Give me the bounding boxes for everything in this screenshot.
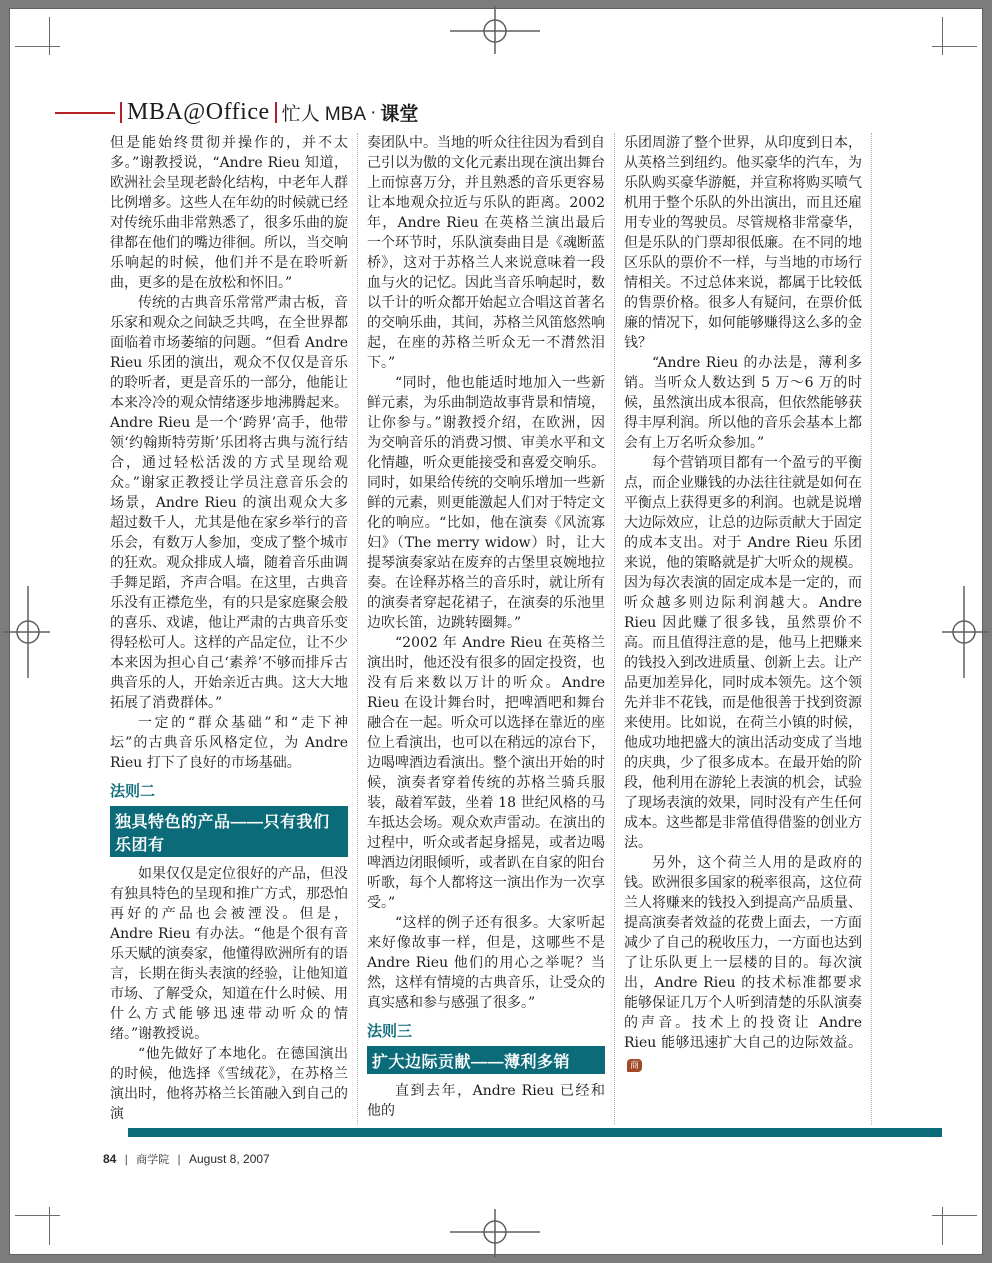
footer-separator: |: [177, 1152, 181, 1166]
footer-separator: |: [124, 1152, 128, 1166]
header-rule: [55, 112, 115, 114]
article-end-mark-icon: 商: [627, 1059, 642, 1072]
magazine-name: 商学院: [136, 1154, 170, 1166]
crop-mark: [49, 1207, 50, 1245]
paragraph: “这样的例子还有很多。大家听起来好像故事一样，但是，这哪些不是 Andre Rieu 他们的用心之举呢？当然，这样有情境的古典音乐，让受众的真实感和参与感强了很多。”: [367, 915, 605, 1011]
crop-mark: [15, 1215, 60, 1216]
column-section: 课堂: [380, 104, 419, 125]
paragraph: “他先做好了本地化。在德国演出的时候，他选择《雪绒花》，在苏格兰演出时，他将苏格兰长笛融入到自己的演: [110, 1046, 348, 1122]
dot-separator: ·: [370, 101, 377, 123]
text-column-1: [110, 133, 358, 1125]
page-number: 84: [103, 1152, 117, 1166]
rule-label: 法则二: [110, 783, 156, 800]
paragraph: 直到去年，Andre Rieu 已经和他的: [367, 1083, 605, 1119]
crop-mark: [49, 17, 50, 55]
column-brand-title: MBA@Office: [127, 99, 270, 125]
article-body: [110, 133, 888, 1125]
registration-mark-icon: [450, 6, 540, 56]
column-audience: 忙人 MBA: [281, 104, 367, 125]
crop-mark: [15, 46, 60, 47]
paragraph: “同时，他也能适时地加入一些新鲜元素，为乐曲制造故事背景和情境，让你参与。”谢教授介绍，在欧洲，因为交响音乐的消费习惯、审美水平和文化情趣，听众更能接受和喜爱交响乐。同时，如果给传统的交响乐增加一些新鲜的元素，则更能激起人们对于特定文化的响应。“比如，他在演奏《风流寡妇》（The merry widow）时，让大提琴演奏家站在废弃的古堡里哀婉地拉奏。在诠释苏格兰的音乐时，就让所有的演奏者穿起花裙子，在演奏的乐池里边吹长笛，边跳转圈舞。”: [367, 375, 605, 631]
paragraph: 每个营销项目都有一个盈亏的平衡点，而企业赚钱的办法往往就是如何在平衡点上获得更多的利润。也就是说增大边际效应，让总的边际贡献大于固定的成本支出。对于 Andre Rieu 乐团来说，他的策略就是扩大听众的规模。因为每次表演的固定成本是一定的，而听众越多则边际利润越大。Andre Rieu 因此赚了很多钱，虽然票价不高。而且值得注意的是，他马上把赚来的钱投入到改进质量、创新上去。让产品更加差异化，同时成本领先。这个领先并非不花钱，而是他很善于找到资源来使用。比如说，在荷兰小镇的时候，他成功地把盛大的演出活动变成了当地的庆典，少了很多成本。在最开始的阶段，他利用在游轮上表演的机会，试验了现场表演的效果，同时没有产生任何成本。这些都是非常值得借鉴的创业方法。: [624, 455, 862, 851]
text-column-2: [367, 133, 615, 1125]
rule-label: 法则三: [367, 1023, 413, 1040]
paragraph: 奏团队中。当地的听众往往因为看到自己引以为傲的文化元素出现在演出舞台上而惊喜万分，并且熟悉的音乐更容易让本地观众拉近与乐队的距离。2002 年，Andre Rieu 在英格兰演出最后一个环节时，乐队演奏曲目是《魂断蓝桥》，这对于苏格兰人来说意味着一段血与火的记忆。因此当音乐响起时，数以千计的听众都开始起立合唱这首著名的交响乐曲，其间，苏格兰风笛悠然响起，在座的苏格兰听众无一不潸然泪下。”: [367, 135, 605, 371]
paragraph: 如果仅仅是定位很好的产品，但没有独具特色的呈现和推广方式，那恐怕再好的产品也会被湮没。但是，Andre Rieu 有办法。“他是个很有音乐天赋的演奏家，他懂得欧洲所有的语言，长期在街头表演的经验，让他知道市场、了解受众，知道在什么时候、用什么方式能够迅速带动听众的情绪。”谢教授说。: [110, 866, 348, 1042]
paragraph: 乐团周游了整个世界，从印度到日本，从英格兰到纽约。他买豪华的汽车，为乐队购买豪华游艇，并宣称将购买喷气机用于整个乐队的外出演出，而且还雇用专业的驾驶员。尽管规格非常豪华，但是乐队的门票却很低廉。在不同的地区乐队的票价不一样，与当地的市场行情相关。不过总体来说，都属于比较低的售票价格。很多人有疑问，在票价低廉的情况下，如何能够赚得这么多的金钱？: [624, 135, 862, 351]
red-divider: [120, 102, 122, 123]
crop-mark: [942, 1207, 943, 1245]
bottom-accent-bar: [128, 1128, 942, 1137]
paragraph: “2002 年 Andre Rieu 在英格兰演出时，他还没有很多的固定投资，也没有后来数以万计的听众。Andre Rieu 在设计舞台时，把啤酒吧和舞台融合在一起。听众可以选择在靠近的座位上看演出，也可以在稍远的凉台下，边喝啤酒边看演出。整个演出开始的时候，演奏者穿着传统的苏格兰骑兵服装，敲着军鼓，坐着 18 世纪风格的马车抵达会场。观众欢声雷动。在演出的过程中，听众或者起身摇晃，或者边喝啤酒边闭眼倾听，或者趴在自家的阳台听歌，每个人都将这一演出作为一次享受。”: [367, 635, 605, 911]
red-divider: [275, 102, 277, 123]
crop-mark: [942, 17, 943, 55]
crop-mark: [932, 1215, 977, 1216]
paragraph: 传统的古典音乐常常严肃古板，音乐家和观众之间缺乏共鸣，在全世界都面临着市场萎缩的问题。“但看 Andre Rieu 乐团的演出，观众不仅仅是音乐的聆听者，更是音乐的一部分，他能让本来冷冷的观众情绪逐步地沸腾起来。Andre Rieu 是一个‘跨界’高手，他带领‘约翰斯特劳斯’乐团将古典与流行结合，通过轻松活泼的方式呈现给观众。”谢家正教授让学员注意音乐会的场景，Andre Rieu 的演出观众大多超过数千人，尤其是他在家乡举行的音乐会，有数万人参加，变成了整个城市的狂欢。观众排成人墙，随着音乐曲调手舞足蹈，齐声合唱。在这里，古典音乐没有正襟危坐，有的只是家庭聚会般的喜乐、戏谑，他让严肃的古典音乐变得轻松可人。这样的产品定位，让不少本来因为担心自己‘素养’不够而排斥古典音乐的人，开始亲近古典。这大大地拓展了消费群体。”: [110, 295, 348, 711]
issue-date: August 8, 2007: [188, 1152, 270, 1166]
rule-title: 扩大边际贡献——薄利多销: [367, 1046, 605, 1074]
registration-mark-icon: [450, 1207, 540, 1257]
paragraph: 另外，这个荷兰人用的是政府的钱。欧洲很多国家的税率很高，这位荷兰人将赚来的钱投入到提高产品质量、提高演奏者效益的花费上面去，一方面减少了自己的税收压力，一方面也达到了让乐队更上一层楼的目的。每次演出，Andre Rieu 的技术标准都要求能够保证几万个人听到清楚的乐队演奏的声音。技术上的投资让 Andre Rieu 能够迅速扩大自己的边际效益。商: [624, 855, 862, 1070]
text-column-3: [624, 133, 872, 1125]
paragraph: 但是能始终贯彻并操作的，并不太多。”谢教授说，“Andre Rieu 知道，欧洲社会呈现老龄化结构，中老年人群比例增多。这些人在年幼的时候就已经对传统乐曲非常熟悉了，很多乐曲的旋律都在他们的嘴边徘徊。所以，当交响乐响起的时候，他们并不是在聆听新曲，更多的是在放松和怀旧。”: [110, 135, 348, 291]
magazine-section-header: [55, 99, 418, 126]
rule-title: 独具特色的产品——只有我们乐团有: [110, 806, 348, 857]
paragraph: 一定的“群众基础”和“走下神坛”的古典音乐风格定位，为 Andre Rieu 打下了良好的市场基础。: [110, 715, 348, 771]
crop-mark: [932, 46, 977, 47]
page-footer: [103, 1151, 270, 1167]
paragraph: “Andre Rieu 的办法是，薄利多销。当听众人数达到 5 万～6 万的时候，虽然演出成本很高，但依然能够获得丰厚利润。所以他的音乐会基本上都会有上万名听众参加。”: [624, 355, 862, 451]
registration-mark-icon: [939, 586, 989, 678]
registration-mark-icon: [3, 586, 53, 678]
